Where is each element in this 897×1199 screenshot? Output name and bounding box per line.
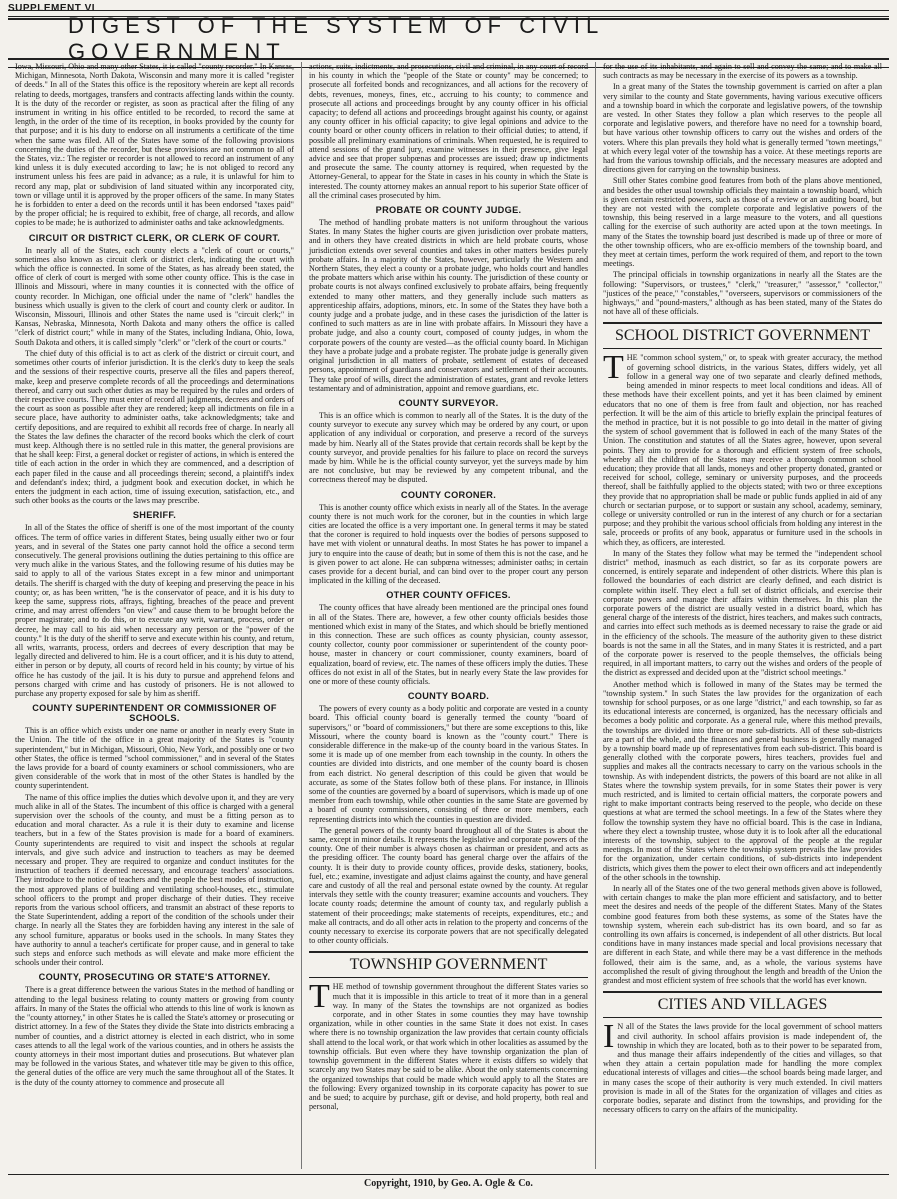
paragraph <box>309 978 588 1112</box>
masthead <box>8 13 889 64</box>
paragraph: Still other States combine good features from both of the plans above mentioned, and besides the other usual township officials they maintain a township board, which is given certain restricted powers, such as those of a review or an auditing board, but they are not vested with the complete corporate and legislative powers of the township, this being reserved in a large measure to the voters, and all questions calling for the exercise of such authority are acted upon at the town meetings. In many of the States the township board just described is made up of three or more of the other township officers, who are ex-officio members of the township board, and they meet at certain times, perform the work required of them, and report to the town meetings. <box>603 176 882 269</box>
paragraph: The name of this office implies the duties which devolve upon it, and they are very much alike in all of the States. The incumbent of this office is charged with a general supervision over the schools of the county, and must be a fitting person as to education and moral character. As a rule it is their duty to examine and license teachers, but in a few of the States provision is made for a board of examiners. County superintendents are required to visit and inspect the schools at regular intervals, and give such advice and instruction to teachers as may be deemed necessary and proper. They are required to organize and conduct institutes for the instruction of teachers if deemed necessary, and encourage teachers' associations. They introduce to the notice of teachers and the people the best modes of instruction, the most approved plans of building and ventilating school-houses, etc., stimulate school officers to the prompt and proper discharge of their duties. They receive reports from the various school officers, and transmit an abstract of these reports to the State Superintendent, adding a report of the condition of the schools under their charge. In nearly all the States they are forbidden having any interest in the sale of any school furniture, apparatus or books used in the schools. In many States they have authority to annul a teacher's certificate for proper cause, and in general to take such steps and enforce such methods as will elevate and make more efficient the schools under their control. <box>15 792 294 968</box>
paragraph: This is another county office which exists in nearly all of the States. In the average county there is not much work for the coroner, but in the counties in which large cities are located the office is a very important one. In general terms it may be stated that the coroner is required to hold inquests over the bodies of persons supposed to have met with violent or unnatural deaths. In most States he has power to impanel a jury to enquire into the cause of death; but in some of them this is not the case, and he is given power to act alone. He can subpœna witnesses; administer oaths; in certain cases provide for a decent burial, and can bind over to the proper court any person implicated in the killing of the deceased. <box>309 502 588 586</box>
paragraph: Another method which is followed in many of the States may be termed the "township system." In such States the law provides for the organization of each township for school purposes, or as one large "district," and each township, so far as its educational interests are concerned, is organized, has the necessary officials and becomes a body politic and corporate. As a general rule, where this method prevails, the townships are divided into three or more sub-districts. All of these sub-districts are a part of the whole, and the finances and general business is generally managed by a township board made up of representatives from each sub-district. This board is generally clothed with the corporate powers, hires teachers, provides fuel and supplies and makes all the contracts necessary to carry on the various schools in the township. As with independent districts, the powers of this board are not alike in all States where the township system prevails, for in some States their power is very much restricted, and is limited to certain official matters, the corporate powers and right to make important contracts being reserved to the people, who decide on these questions at what are termed the school meetings. In a few of the States where they follow the township system they have no official board. This is the case in Indiana, where they elect a township trustee, whose duty it is to look after all the educational interests of the township, subject to the approval of the people at the regular meetings. In most of the States where the township system prevails the law provides for the organization, under certain conditions, of sub-districts into independent districts, which gives them the power to elect their own officers and act independently of the other schools in the township. <box>603 679 883 882</box>
copyright-footer: Copyright, 1910, by Geo. A. Ogle & Co. <box>8 1174 889 1193</box>
drop-cap: T <box>603 349 624 387</box>
paragraph-text: HE method of township government throughout the different States varies so much that it is impossible in this article to treat of it more than in a general way. In many of the States the townships are not organized as bodies corporate, and in other States in some counties they may have township organization, while in other counties in the same State it does not exist. In cases where there is no township organization the law provides that certain county officials shall attend to the local work, or that work which in other localities as assumed by the township officials. But even where they have township organization the plan of township government in the different States where it exists differs so widely that scarcely any two States may be said to be alike. About the only statements concerning the organized townships that could be made which would apply to all the States are the following: Every organized township in its corporate capacity has power to sue and be sued; to acquire by purchase, gift or devise, and hold property, both real and personal, <box>309 982 588 1112</box>
paragraph: In all of the States the office of sheriff is one of the most important of the county offices. The term of office varies in different States, being usually either two or four years, and in several of the States one party cannot hold the office a second term consecutively. The general provisions outlining the duties pertaining to this office are very much alike in the various States, and the following resume of his duties may be said to apply to all of the various States except in a few minor and unimportant details. The sheriff is charged with the duty of keeping and preserving the peace in his county; or, as has been written, "he is the conservator of peace, and it is his duty to keep the same, suppress riots, affrays, fighting, breaches of the peace and prevent crime, and may arrest offenders "on view" and cause them to be brought before the proper magistrate; and to do this, or to execute any writ, warrant, process, order or decree, he may call to his aid when necessary any person or the "power of the county." It is the duty of the sheriff to serve and execute within his county, and return, all writs, warrants, process, orders and decrees of every description that may be legally directed and delivered to him. He is a court officer, and it is his duty to attend, either in person or by deputy, all courts of record held in his county; by virtue of his office he has custody of the jail. It is his duty to pursue and apprehend felons and persons charged with crime and has custody of prisoners. He is not allowed to purchase any property exposed for sale by him as sheriff. <box>15 523 294 698</box>
section-heading-large: TOWNSHIP GOVERNMENT <box>309 951 588 978</box>
section-heading: COUNTY BOARD. <box>407 691 490 702</box>
section-heading: OTHER COUNTY OFFICES. <box>386 590 511 601</box>
drop-cap: I <box>603 1018 615 1056</box>
paragraph <box>603 349 882 547</box>
paragraph: In a great many of the States the township government is carried on after a plan very similar to the county and State governments, having various executive officers and a township board in which the corporate and legislative powers, of the township are vested. In other States they follow a plan which reserves to the people all corporate and legislative powers, and therefore have no need for a township board, but have various other township officers to carry out the wishes and orders of the voters. Where this plan prevails they hold what is generally termed "town meetings," at which every legal voter of the township has a voice. At these meetings reports are had from the various township officials, and the necessary measures are adopted and directions given for carrying on the township business. <box>603 82 882 175</box>
column-3 <box>596 62 889 1169</box>
paragraph: Iowa, Missouri, Ohio and many other States, it is called "county recorder." In Kansas, Michigan, Minnesota, North Dakota, Wisconsin and many more it is called "register of deeds." In all of the States this office is the repository wherein are kept all records relating to deeds, mortgages, transfers and contracts affecting lands within the county. It is the duty of the recorder or register, as soon as practical after the filing of any instrument in writing in his office entitled to be recorded, to record the same at length, in the order of the time of its reception, in books provided by the county for that purpose; and it is his duty to endorse on all instruments a certificate of the time when the same was filed. All of the States have some of the following provisions concerning the duties of the recorder, but these provisions are not common to all of the States, viz.: The register or recorder is not allowed to record an instrument of any kind unless it is duly executed according to law; he is not obliged to record any instrument unless his fees are paid in advance; as a rule, it is unlawful for him to record any map, plat or subdivision of land situated within any incorporated city, town or village until it is approved by the proper officers of the same. In many States he is forbidden to enter a deed on the records until it has been endorsed "taxes paid" by the proper official; he is required to exhibit, free of charge, all records, and allow copies to be made; he is authorized to administer oaths and take acknowledgments. <box>15 62 294 228</box>
paragraph: The chief duty of this official is to act as clerk of the district or circuit court, and sometimes other courts of inferior jurisdiction. It is the clerk's duty to keep the seals and the sessions of their respective courts, preserve all the files and papers thereof, make, keep and preserve complete records of all the proceedings and determinations thereof, and carry out such other duties as may be required by the rules and orders of their respective courts. They must enter of record all judgments, decrees and orders of the court as soon as possible after they are rendered; keep all indictments on file in a secure place, have authority to administer oaths, take acknowledgments; take and certify depositions, and are required to exhibit all records free of charge. In nearly all the States the law defines the character of the record books which the clerk of court must keep. Although there is no settled rule in this matter, the general provisions are that he shall keep: First, a general docket or register of actions, in which is entered the title of each action in the order in which they are commenced, and a description of each paper filed in the cause and all proceedings therein; second, a plaintiff's index and defendant's index; third, a judgment book and execution docket, in which he enters the judgment in each action, time of issuing execution, satisfaction, etc., and such other books as the courts or the laws may prescribe. <box>15 348 294 506</box>
paragraph-text: N all of the States the laws provide for the local government of school matters and civil authority. In school affairs provision is made independent of, the township in which they are located, both as to their power to be separated from, and thus manage their affairs independently of the cities and villages, so that when they attain a certain population made for handling the more complex educational interests of villages and cities—the school boards being made larger, and in many cases the scope of their authority is very much extended. In civil matters provision is made in all of the States for the organization of villages and cities as corporate bodies, separate and distinct from the townships, and providing for the necessary officers to carry on the affairs of the municipality. <box>603 1022 882 1115</box>
paragraph <box>603 1018 882 1115</box>
paragraph-text: HE "common school system," or, to speak with greater accuracy, the method of governing school districts, in the various States, differs widely, yet all follow in a general way one of two separate and clearly defined methods, being amended in minor respects to meet local conditions and ideas. All of these methods have their excellent points, and yet it has been claimed by eminent educators that no one of them is free from fault and objection, nor has reached perfection. It will be the aim of this article to briefly explain the principal features of the method in practice, but it is not possible to go into detail in the matter of giving the system of school government that is followed in each of the many States of the Union. The constitution and statutes of all the States agree, however, upon several points. They aim to provide for a thorough and efficient system of free schools, whereby all the children of the States may receive a thorough common school education; they provide that all lands, moneys and other property donated, granted or received for school, college, seminary or university purposes, and the proceeds thereof, shall be faithfully applied to the objects stated; with two or three exceptions they provide that no appropriation shall be made or public funds applied in aid of any church or sectarian purpose, or to support or sustain any school, academy, seminary, college or university controlled or run in the interest of any church or for a sectarian purpose; and they prohibit the various school officials from holding any interest in the sale, proceeds or profits of any book, apparatus or furniture used in the schools in which they, as officers, are interested. <box>603 353 882 547</box>
paragraph: The powers of every county as a body politic and corporate are vested in a county board. This official county board is generally termed the county "board of supervisors," or "board of commissioners," but there are some exceptions to this, like Missouri, where the county board is known as the "county court." There is considerable difference in the make-up of the county board in the various States. In some it is made up of one member from each township in the county. In others the counties are divided into districts, and one member of the county board is chosen from each district. No general description of this could be given that would be accurate, as some of the States follow both of these plans. For instance, in Illinois some of the counties are governed by a board of supervisors, which is made up of one member from each township, while other counties in the same State are governed by a board of county commissioners, consisting of three or more members, each representing districts into which the counties in question are divided. <box>309 704 588 824</box>
paragraph: In nearly all of the States, each county elects a "clerk of court or courts," sometimes also known as circuit clerk or district clerk, indicating the court with which the office is connected. In some of the States, as has already been stated, the office of clerk of court is merged with some other county office. This is the case in Illinois and Missouri, where in many counties it is connected with the office of county recorder. In Michigan, one official under the name of "clerk" handles the business which usually is given to the clerk of court and county clerk or auditor. In Wisconsin, Missouri, Illinois and other States the name used is "circuit clerk;" in Kansas, Nebraska, Minnesota, North Dakota and many others the office is called "clerk of district court;" while in many of the States, including Indiana, Ohio, Iowa, South Dakota and others, it is called simply "clerk" or "clerk of the court or courts." <box>15 245 294 347</box>
paragraph: In many of the States they follow what may be termed the "independent school district" method, inasmuch as each district, so far as its corporate powers are concerned, is entirely separate and independent of other districts. Where this plan is followed the boundaries of each district are clearly defined, and each district is complete within itself. They elect a full set of district officials, and exercise their corporate powers and manage their affairs within themselves. In this plan the corporate powers of the district are usually vested in a district board, which has general charge of the interests of the district, hires teachers, and makes such contracts, and carries into effect such methods as is deemed necessary to raise the grade or aid in the efficiency of the schools. The measure of the authority given to these district boards is not the same in all the States, and in many States it is restricted, and a part of the corporate power is reserved to the people themselves, the officials being required, in all important matters, to carry out the wishes and orders of the people of the district as expressed and decided upon at the "district school meetings." <box>603 548 882 678</box>
section-heading: COUNTY CORONER. <box>400 489 497 500</box>
section-heading-large: CITIES AND VILLAGES <box>603 991 882 1018</box>
paragraph: In nearly all of the States one of the two general methods given above is followed, with certain changes to make the plan more efficient and satisfactory, and to better meet the desires and needs of the people of the different States. Many of the States combine good features from both these systems, as some of the States have the township system, wherein each sub-district has its own board, and so far as controlling its own affairs is concerned, is independent of all other districts. But local conditions have in many instances made special and local provisions necessary that are different in each State, and while there may be a vast difference in the methods followed, their aim is the same, and, as a whole, the various systems have accomplished the result of giving throughout the length and breadth of the Union the grandest and most efficient system of free schools that the world has ever known. <box>603 884 882 986</box>
paragraph: This is an office which is common to nearly all of the States. It is the duty of the county surveyor to execute any survey which may be ordered by any court, or upon application of any individual or corporation, and preserve a record of the surveys made by him. Nearly all of the States provide that certain records shall be kept by the county surveyor, and provide penalties for his failure to place on record the surveys made by him. While he is the official county surveyor, yet the surveys made by him are not conclusive, but may be reviewed by any competent tribunal, and the correctness thereof may be disputed. <box>309 410 588 485</box>
section-heading: PROBATE OR COUNTY JUDGE. <box>375 205 522 216</box>
section-heading: COUNTY SUPERINTENDENT OR COMMISSIONER OF SCHOOLS. <box>32 703 277 724</box>
paragraph: for the use of its inhabitants, and again to sell and convey the same; and to make all such contracts as may be necessary in the exercise of its powers as a township. <box>603 62 882 81</box>
paragraph: actions, suits, indictments, and prosecutions, civil and criminal, in any court of record in his county in which the "people of the State or county" may be concerned; to prosecute all forfeited bonds and recognizances, and all actions for the recovery of debts, revenues, moneys, fines, etc., accruing to his county; to commence and prosecute all actions and proceedings brought by any county officer in his official capacity; to defend all actions and proceedings brought against his county, or against any county officer in his official capacity; to give legal opinions and advice to the county board or other county officers in relation to their official duties; to attend, if possible all preliminary examinations of criminals. When requested, he is required to attend sessions of the grand jury, examine witnesses in their presence, give legal advice and see that proper subpœnas and processes are issued; draw up indictments and prosecute the same. The county attorney is required, when requested by the Attorney-General, to appear for the State in cases in his county in which the State is interested. The county attorney makes an annual report to his superior State officer of all the criminal cases prosecuted by him. <box>309 62 588 200</box>
paragraph: There is a great difference between the various States in the method of handling or attending to the legal business relating to county matters or growing from county affairs. In many of the States the official who attends to this line of work is known as the "county attorney," in other States he is called the State's attorney or prosecuting or district attorney. In a few of the States they divide the State into districts embracing a number of counties, and a district attorney is elected in each district, who in some cases attends to all the legal work of the various counties, and in others he assists the county attorneys in their most important duties and prosecutions. But whatever plan may be followed in the various States, and whatever title may be given to this office, the general duties of the office are very much the same throughout all of the States. It is the duty of the county attorney to commence and prosecute all <box>15 985 294 1087</box>
paragraph: The county offices that have already been mentioned are the principal ones found in all of the States. There are, however, a few other county officials besides those mentioned which exist in many of the States, and which should be briefly mentioned in this connection. These are such offices as county physician, county assessor, county collector, county poor commissioner or superintendent of the county poor-house, master in chancery or court commissioner, county examiners, board of equalization, board of review, etc. The names of these officers imply the duties. These offices do not exist in all of the States, but in nearly every State the law provides for one or more of these county officials. <box>309 603 588 686</box>
article-columns <box>8 62 889 1169</box>
section-heading: SHERIFF. <box>132 510 177 521</box>
page-title: DIGEST OF THE SYSTEM OF CIVIL GOVERNMENT <box>8 10 889 68</box>
section-heading: CIRCUIT OR DISTRICT CLERK, OR CLERK OF COURT. <box>28 232 281 243</box>
paragraph: The principal officials in township organizations in nearly all the States are the following: "Supervisors, or trustees," "clerk," "treasurer," "assessor," "collector," "justices of the peace," "constables," "overseers, supervisors or commissioners of the highways," and "pound-masters," although as has been stated, many of the States do not have all of these officials. <box>603 270 882 317</box>
drop-cap: T <box>309 978 330 1016</box>
supplement-label: SUPPLEMENT VI <box>8 3 96 14</box>
column-2 <box>302 62 596 1169</box>
paragraph: This is an office which exists under one name or another in nearly every State in the Union. The title of the office in a great majority of the States is "county superintendent," but in Michigan, Missouri, Ohio, New York, and possibly one or two other States, the office is termed "school commissioner," and in several of the States the laws provide for a board of county examiners or school commissioners, who are given considerable of the work that in most of the other States is handled by the county superintendent. <box>15 726 294 791</box>
section-heading: COUNTY SURVEYOR. <box>398 397 499 408</box>
section-heading-large: SCHOOL DISTRICT GOVERNMENT <box>603 322 882 349</box>
paragraph: The general powers of the county board throughout all of the States is about the same, except in minor details. It represents the legislative and corporate powers of the county. One of their number is always chosen as chairman or president, and acts as the presiding officer. The county board has general charge over the affairs of the county. It is their duty to provide county offices, provide desks, stationery, books, fuel, etc.; examine, investigate and adjust claims against the county, and have general care and custody of all the real and personal estate owned by the county. At regular intervals they settle with the county treasurer; examine accounts and vouchers. They locate county roads; determine the amount of county tax, and regularly publish a statement of their proceedings; make statements of receipts, expenditures, etc.; and make all contracts, and do all other acts in relation to the property and concerns of the county necessary to exercise its corporate powers that are not specifically delegated to other county officials. <box>309 825 588 946</box>
paragraph: The method of handling probate matters is not uniform throughout the various States. In many States the higher courts are given jurisdiction over probate matters, and in others they have created districts in which are held probate courts, whose jurisdiction extends over several counties and takes in other matters besides purely probate affairs. In a majority of the States, however, particularly the Western and Northern States, they elect a county or a probate judge, who holds court and handles the probate matters which arise within his county. The jurisdiction of these county or probate courts is not always confined exclusively to probate affairs, being frequently extended to many other matters, and they generally include such matters as apprenticeship affairs, adoptions, minors, etc. In some of the States they have both a county judge and a probate judge, and in these cases the jurisdiction of the latter is confined to such matters as are in line with probate affairs. In Missouri they have a probate judge, and also a county court, composed of county judges, in whom the corporate powers of the county are vested—as the official county board. In Michigan they have a probate judge and a probate register. The probate judge is generally given original jurisdiction in all matters of probate, settlement of estates of deceased persons, appointment of guardians and conservators and settlement of their accounts. They take proof of wills, direct the administration of estates, grant and revoke letters testamentary and of administration, appoint and remove guardians, etc. <box>309 218 588 393</box>
section-heading: COUNTY, PROSECUTING OR STATE'S ATTORNEY. <box>38 972 271 983</box>
column-1 <box>8 62 302 1169</box>
